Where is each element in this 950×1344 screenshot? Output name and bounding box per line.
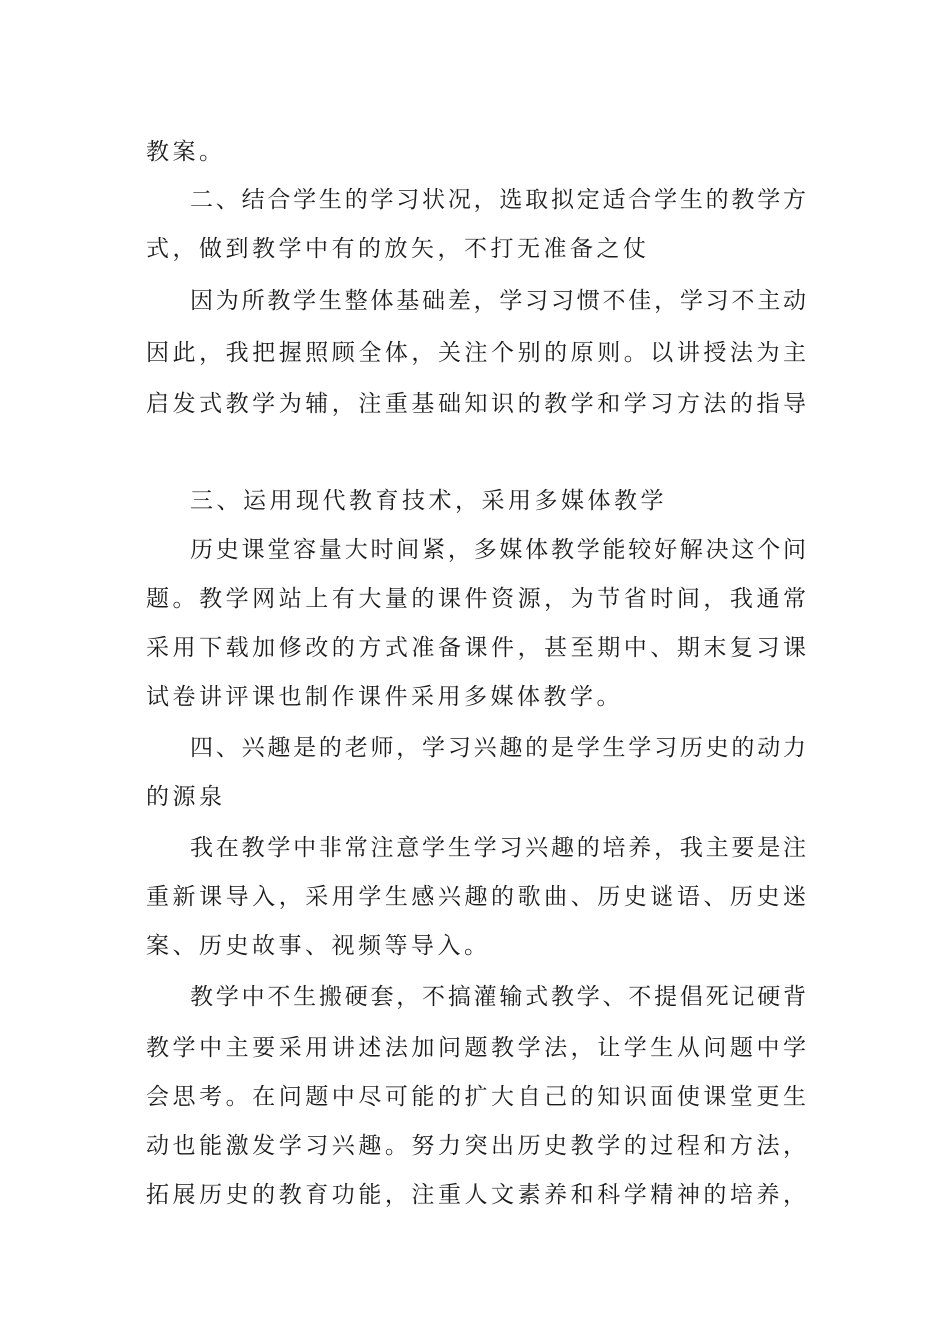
heading-line: 式，做到教学中有的放矢，不打无准备之仗 [146, 236, 650, 262]
text-line: 会思考。在问题中尽可能的扩大自己的知识面使课堂更生 [146, 1084, 806, 1110]
text-line: 教案。 [146, 139, 226, 165]
text-line: 案、历史故事、视频等导入。 [146, 933, 491, 959]
text-line: 重新课导入，采用学生感兴趣的歌曲、历史谜语、历史迷 [146, 884, 806, 910]
heading-line: 二、结合学生的学习状况，选取拟定适合学生的教学方 [190, 187, 806, 213]
text-line: 采用下载加修改的方式准备课件，甚至期中、期末复习课 [146, 635, 806, 661]
text-line: 题。教学网站上有大量的课件资源，为节省时间，我通常 [146, 586, 806, 612]
heading-line: 的源泉 [146, 784, 226, 810]
text-line: 教学中不生搬硬套，不搞灌输式教学、不提倡死记硬背 [190, 984, 806, 1010]
heading-line: 三、运用现代教育技术，采用多媒体教学 [190, 488, 667, 514]
text-line: 拓展历史的教育功能，注重人文素养和科学精神的培养， [146, 1182, 806, 1208]
text-line: 教学中主要采用讲述法加问题教学法，让学生从问题中学 [146, 1035, 806, 1061]
text-line: 因此，我把握照顾全体，关注个别的原则。以讲授法为主 [146, 340, 806, 366]
text-line: 因为所教学生整体基础差，学习习惯不佳，学习不主动 [190, 288, 806, 314]
text-line: 历史课堂容量大时间紧，多媒体教学能较好解决这个问 [190, 537, 806, 563]
text-line: 我在教学中非常注意学生学习兴趣的培养，我主要是注 [190, 835, 806, 861]
text-line: 动也能激发学习兴趣。努力突出历史教学的过程和方法， [146, 1133, 806, 1159]
heading-line: 四、兴趣是的老师，学习兴趣的是学生学习历史的动力 [190, 735, 806, 761]
text-line: 试卷讲评课也制作课件采用多媒体教学。 [146, 684, 623, 710]
text-line: 启发式教学为辅，注重基础知识的教学和学习方法的指导 [146, 391, 806, 417]
